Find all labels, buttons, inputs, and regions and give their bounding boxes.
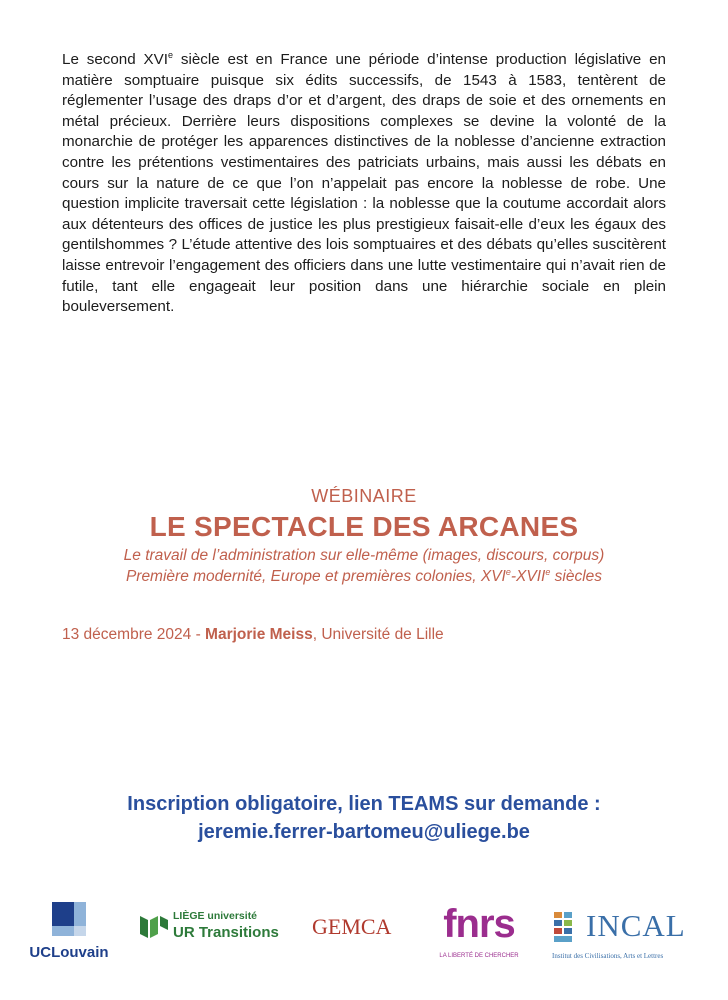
webinar-subtitle-line2: [0, 566, 728, 587]
subtitle-superscript-1: e: [505, 567, 511, 577]
registration-info: [0, 790, 728, 846]
abstract-text-start: Le second XVI: [62, 51, 169, 68]
webinar-title: LE SPECTACLE DES ARCANES: [149, 511, 579, 542]
liege-logo-top: LIÈGE université: [173, 910, 258, 922]
liege-logo-bottom: UR Transitions: [173, 924, 279, 941]
incal-logo-text: INCAL: [586, 908, 686, 943]
liege-ur-transitions-logo: [138, 910, 298, 950]
uclouvain-logo: [24, 902, 114, 966]
subtitle-line2-part-b: -XVII: [510, 568, 546, 585]
subtitle-line2-part-a: Première modernité, Europe et premières colonies, XVI: [125, 568, 506, 585]
session-speaker: Marjorie Meiss: [205, 626, 313, 643]
webinar-label: WÉBINAIRE: [311, 486, 417, 506]
registration-email[interactable]: jeremie.ferrer-bartomeu@uliege.be: [198, 821, 530, 843]
incal-tagline: Institut des Civilisations, Arts et Lettres: [552, 952, 664, 960]
gemca-logo: [312, 908, 424, 958]
abstract-text-body: siècle est en France une période d’intense production législative en matière somptuaire puisque six édits successifs, de 1543 à 1583, tentèrent de réglementer l’usage des draps d’or et d’argent, des draps de soie et des ornements en métal précieux. Derrière leurs dispositions complexes se devine la volonté de la monarchie de protéger les apparences distinctives de la noblesse d’ancienne extraction contre les prétentions vestimentaires des patriciats urbains, mais aussi les débats en cours sur la nature de ce que l’on n’appelait pas encore la noblesse de robe. Une question implicite traversait cette législation : la noblesse que la coutume accordait alors aux détenteurs des offices de justice les plus prestigieux faisait-elle d’eux les égaux des gentilshommes ? L’étude attentive des lois somptuaires et des débats qu’elles suscitèrent laisse entrevoir l’engagement des officiers dans une lutte vestimentaire qui n’avait rien de futile, tant elle engageait leur position dans une hiérarchie sociale en plein bouleversement.: [62, 51, 666, 316]
subtitle-superscript-2: e: [545, 567, 551, 577]
webinar-subtitle-line1: Le travail de l’administration sur elle-même (images, discours, corpus): [123, 547, 605, 564]
session-date: 13 décembre 2024 -: [62, 626, 206, 643]
incal-logo: [552, 908, 712, 964]
liege-emblem-icon: [138, 910, 170, 944]
session-info: [62, 626, 444, 644]
fnrs-logo: [438, 902, 520, 966]
gemca-logo-text: GEMCA: [312, 914, 392, 939]
session-affiliation: , Université de Lille: [312, 626, 444, 643]
uclouvain-logo-text: UCLouvain: [29, 944, 109, 961]
fnrs-logo-text: fnrs: [443, 902, 515, 946]
subtitle-line2-part-c: siècles: [550, 568, 603, 585]
abstract-superscript: e: [168, 50, 174, 60]
fnrs-tagline: LA LIBERTÉ DE CHERCHER: [439, 953, 519, 959]
incal-books-icon: [552, 910, 582, 946]
webinar-subtitle: [0, 545, 728, 587]
webinar-header: [0, 486, 728, 587]
abstract-paragraph: [62, 50, 666, 318]
partner-logos: [0, 900, 728, 970]
registration-notice: Inscription obligatoire, lien TEAMS sur demande :: [127, 793, 601, 815]
